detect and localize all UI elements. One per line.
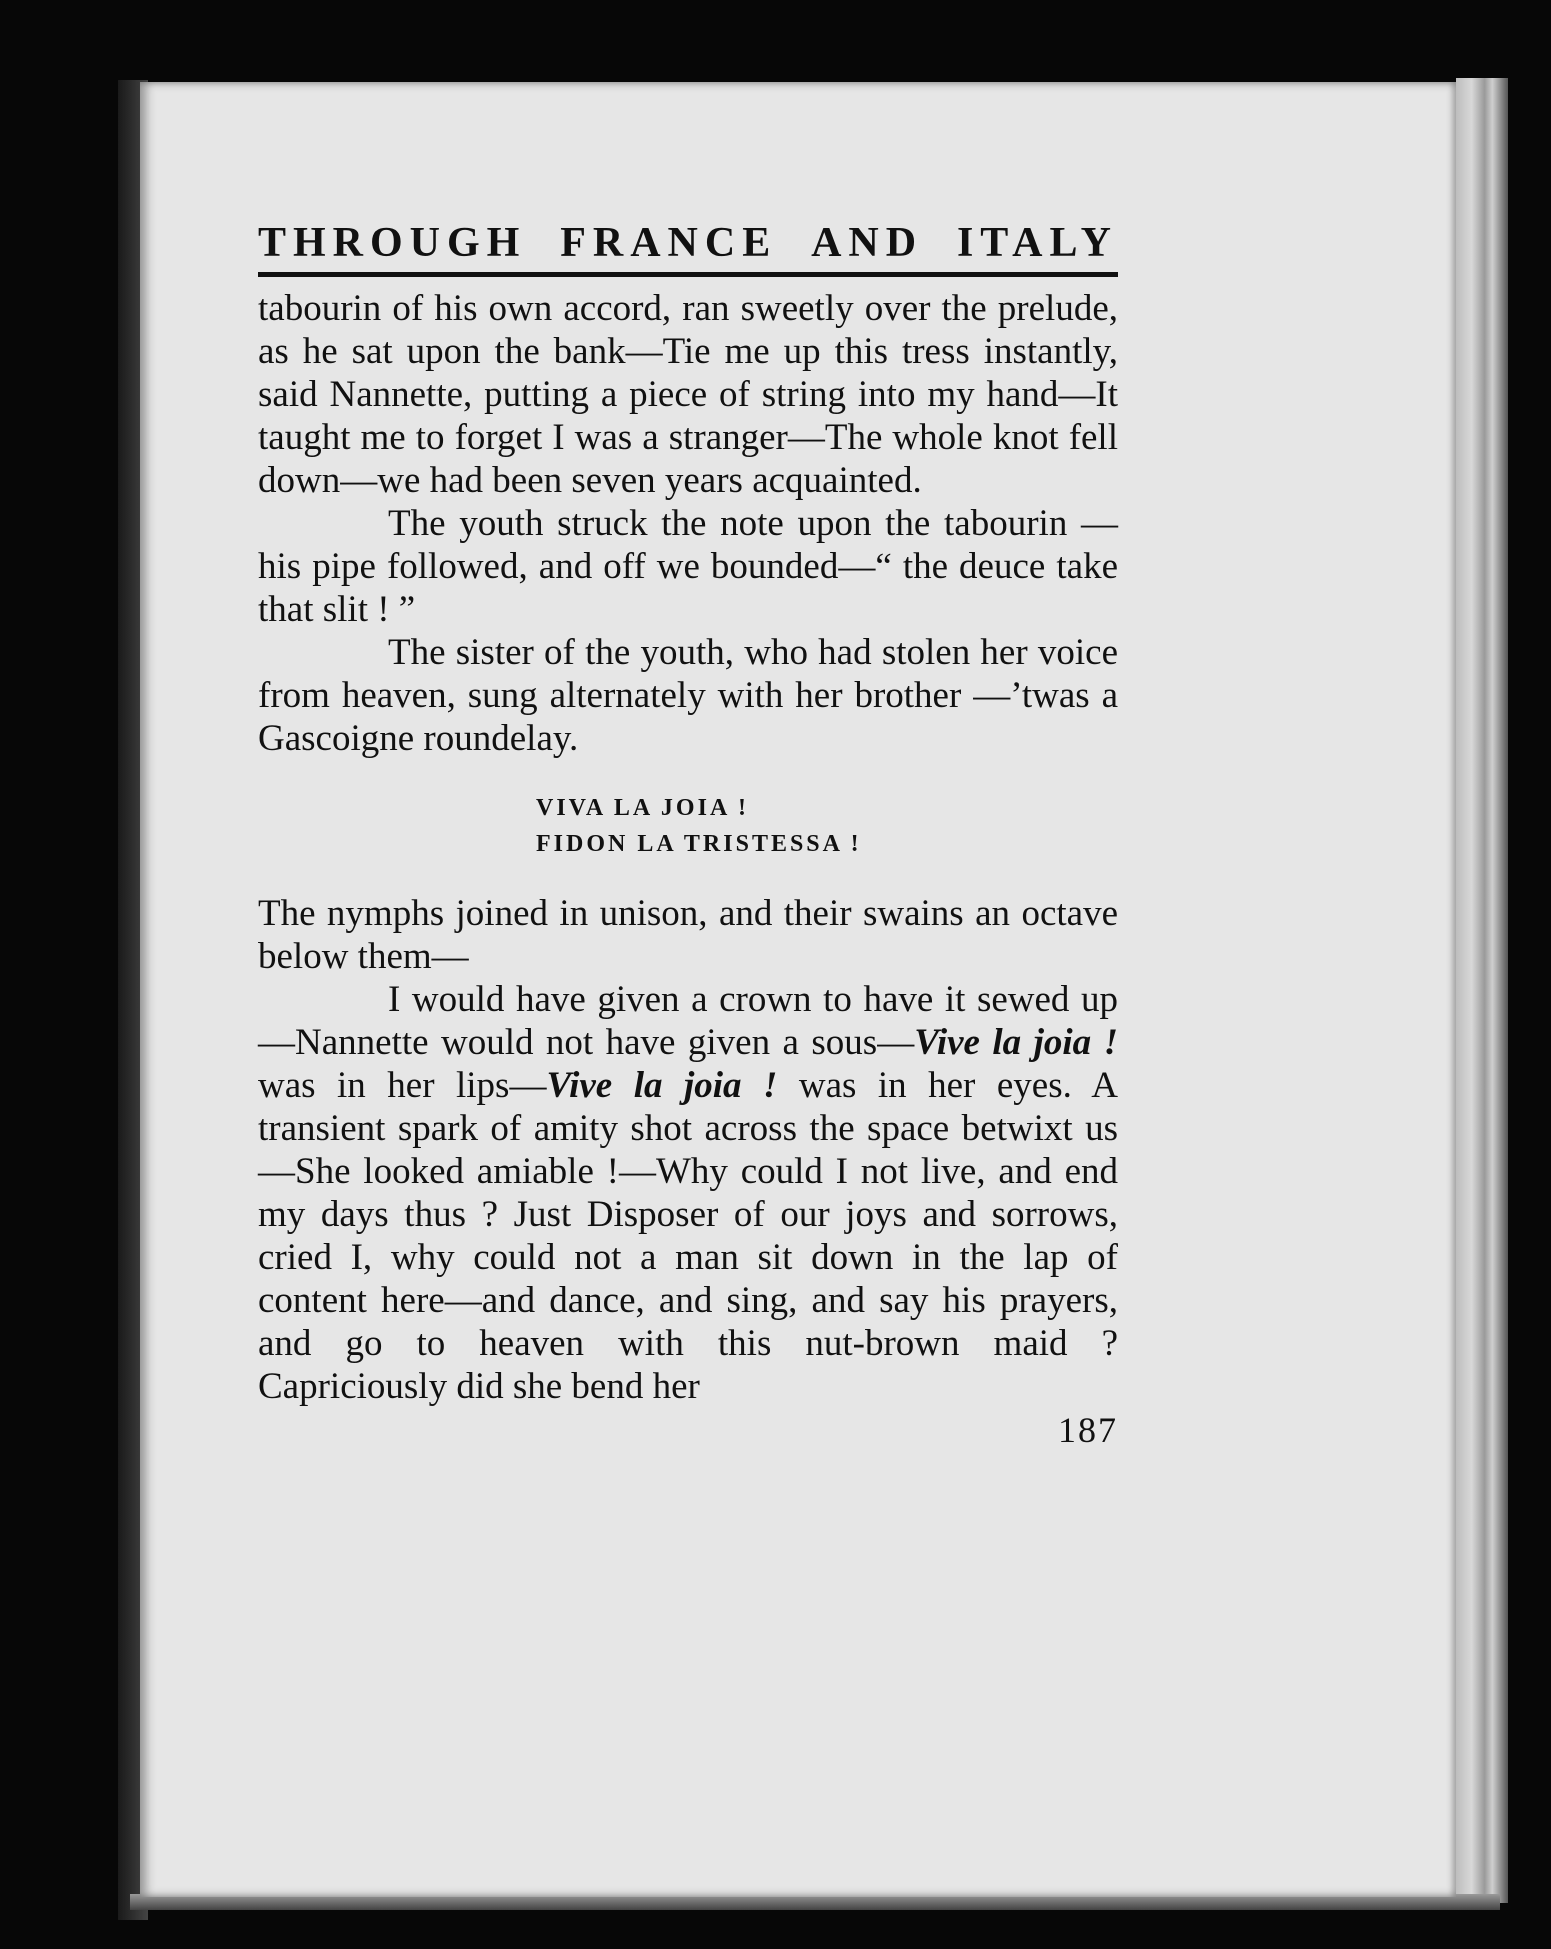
running-head-word: ITALY [956,220,1118,266]
italic-phrase: Vive la joia ! [546,1065,778,1106]
page-number: 187 [1058,1410,1118,1450]
running-head [258,222,1118,277]
text-run: I would have given a crown to have it sewed up—Nannette would not have given a sous— [258,979,1118,1063]
song-line: VIVA LA JOIA ! [536,795,749,821]
paragraph-crown [258,978,1118,1408]
text-run: was in her eyes. A transient spark of amity shot across the space betwixt us—She looked amiable !—Why could I not live, and end my days thus ? Just Disposer of our joys and sorrows, cried I, why could not a man sit down in the lap of content here—and dance, and sing, and say his prayers, and go to heaven with this nut-brown maid ? Capriciously did she bend her [258,1065,1119,1407]
paragraph-sister-song: The sister of the youth, who had stolen her voice from heaven, sung alternately with her brother —’twas a Gascoigne roundelay. [258,632,1118,759]
italic-phrase: Vive la joia ! [914,1022,1119,1063]
page-stack-edge [1456,78,1508,1903]
paragraph-youth-note: The youth struck the note upon the tabourin —his pipe followed, and off we bounded—“ the deuce take that slit ! ” [258,503,1118,630]
paragraph-nymphs: The nymphs joined in unison, and their swains an octave below them— [258,893,1118,977]
text-run: was in her lips— [258,1065,547,1106]
running-head-word: AND [811,220,924,266]
paragraph-continuation: tabourin of his own accord, ran sweetly over the prelude, as he sat upon the bank—Tie me up this tress instantly, said Nannette, putting a piece of string into my hand—It taught me to forget I was a stranger—The whole knot fell down—we had been seven years acquainted. [258,288,1118,501]
running-head-word: FRANCE [560,220,778,266]
page-text [258,222,1118,1450]
song-verse [536,790,1118,862]
running-head-word: THROUGH [258,220,527,266]
song-line: FIDON LA TRISTESSA ! [536,831,862,857]
